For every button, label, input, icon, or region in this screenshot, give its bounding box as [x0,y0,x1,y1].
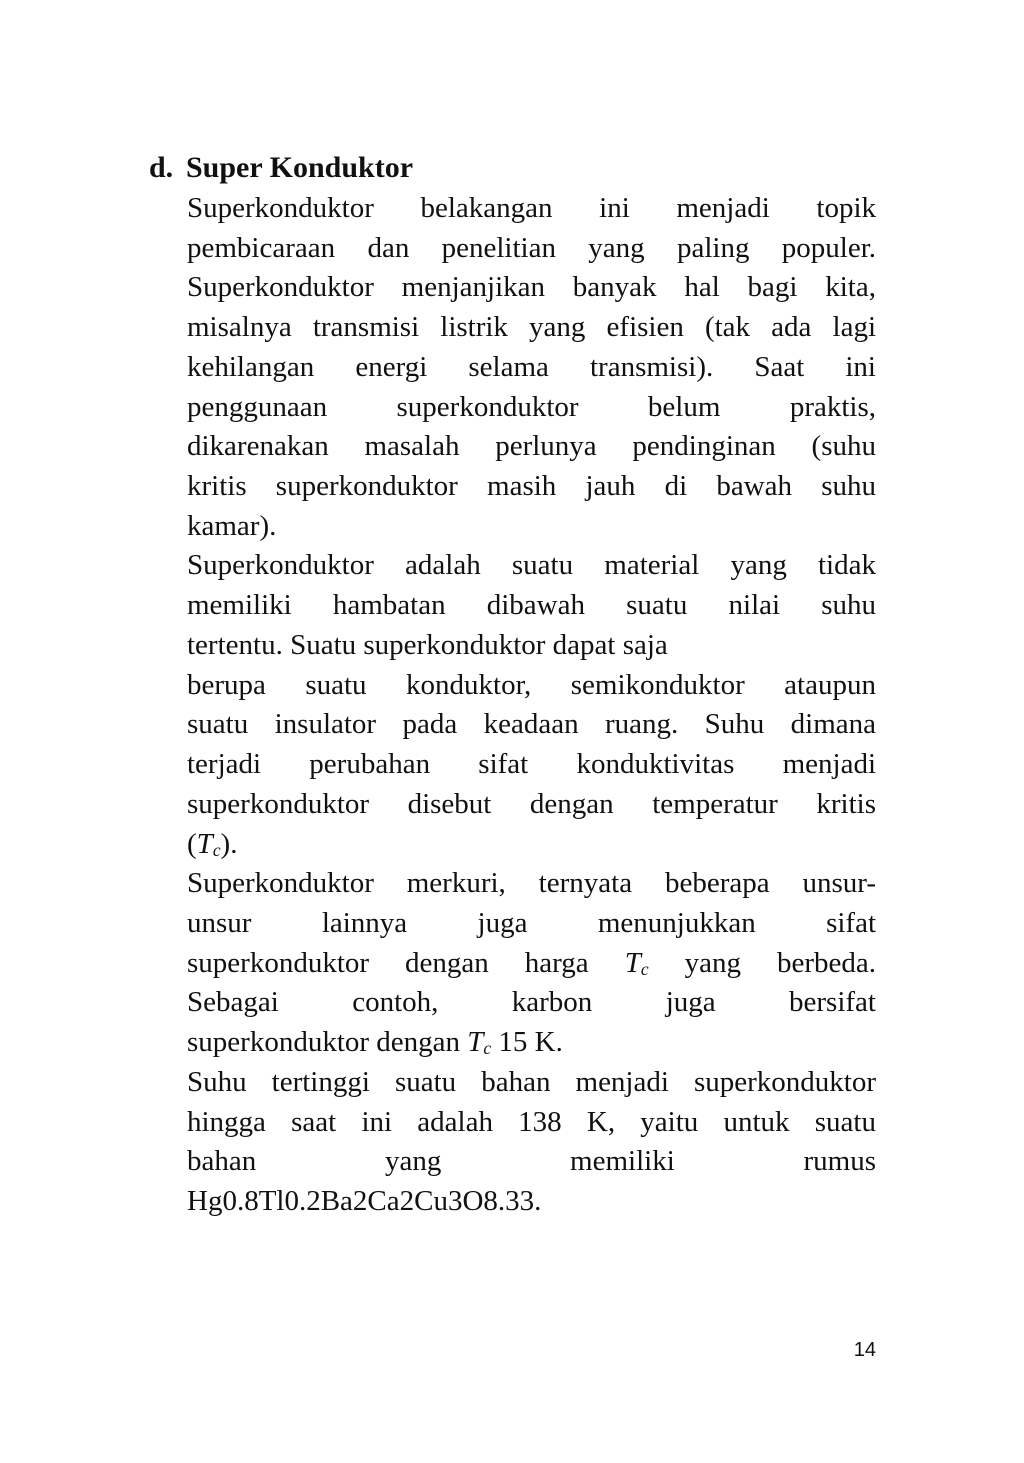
text-line [187,944,876,984]
text-line: terjadi perubahan sifat konduktivitas menjadi [187,748,876,781]
text-line [187,1023,876,1063]
open-paren: ( [187,827,197,860]
text-line: suatu insulator pada keadaan ruang. Suhu dimana [187,708,876,741]
symbol-c-subscript: c [483,1038,492,1059]
text-line: memiliki hambatan dibawah suatu nilai suhu [187,589,876,622]
text-line: pembicaraan dan penelitian yang paling populer. [187,231,876,264]
line-text: superkonduktor dengan harga [187,946,589,979]
body-text [187,189,876,1222]
text-line: hingga saat ini adalah 138 K, yaitu untuk suatu [187,1105,876,1138]
text-line: kehilangan energi selama transmisi). Saat ini [187,350,876,383]
text-line: superkonduktor disebut dengan temperatur kritis [187,787,876,820]
text-line: Superkonduktor belakangan ini menjadi topik [187,192,876,224]
text-line: kritis superkonduktor masih jauh di bawah suhu [187,470,876,503]
text-line: dikarenakan masalah perlunya pendinginan (suhu [187,430,876,463]
text-line: bahan yang memiliki rumus [187,1145,876,1178]
symbol-t: T [467,1026,484,1059]
section-title: Super Konduktor [186,151,414,184]
symbol-t: T [624,946,641,979]
text-line: misalnya transmisi listrik yang efisien (tak ada lagi [187,311,876,344]
section-heading [149,150,413,186]
text-line: Sebagai contoh, karbon juga bersifat [187,986,876,1019]
line-text: 15 K. [498,1026,563,1059]
text-line [187,825,876,865]
text-line: Superkonduktor merkuri, ternyata beberapa unsur- [187,867,876,900]
critical-temperature-symbol [467,1026,491,1058]
line-text: superkonduktor dengan [187,1026,461,1059]
text-line: tertentu. Suatu superkonduktor dapat saja [187,628,668,661]
symbol-t: T [196,827,213,860]
text-line: Suhu tertinggi suatu bahan menjadi superkonduktor [187,1065,876,1098]
text-line: unsur lainnya juga menunjukkan sifat [187,906,876,939]
text-line: Superkonduktor adalah suatu material yang tidak [187,549,876,582]
page-number: 14 [853,1339,876,1361]
critical-temperature-symbol [197,828,221,860]
text-line: Hg0.8Tl0.2Ba2Ca2Cu3O8.33. [187,1184,542,1217]
symbol-c-subscript: c [640,958,649,979]
text-line: Superkonduktor menjanjikan banyak hal bagi kita, [187,271,876,304]
symbol-c-subscript: c [212,839,221,860]
line-text: yang berbeda. [684,946,876,979]
section-marker: d. [149,151,174,184]
text-line: penggunaan superkonduktor belum praktis, [187,390,876,423]
critical-temperature-symbol [625,947,649,979]
line-text: ). [220,827,238,860]
text-line: berupa suatu konduktor, semikonduktor ataupun [187,668,876,701]
text-line: kamar). [187,509,277,542]
